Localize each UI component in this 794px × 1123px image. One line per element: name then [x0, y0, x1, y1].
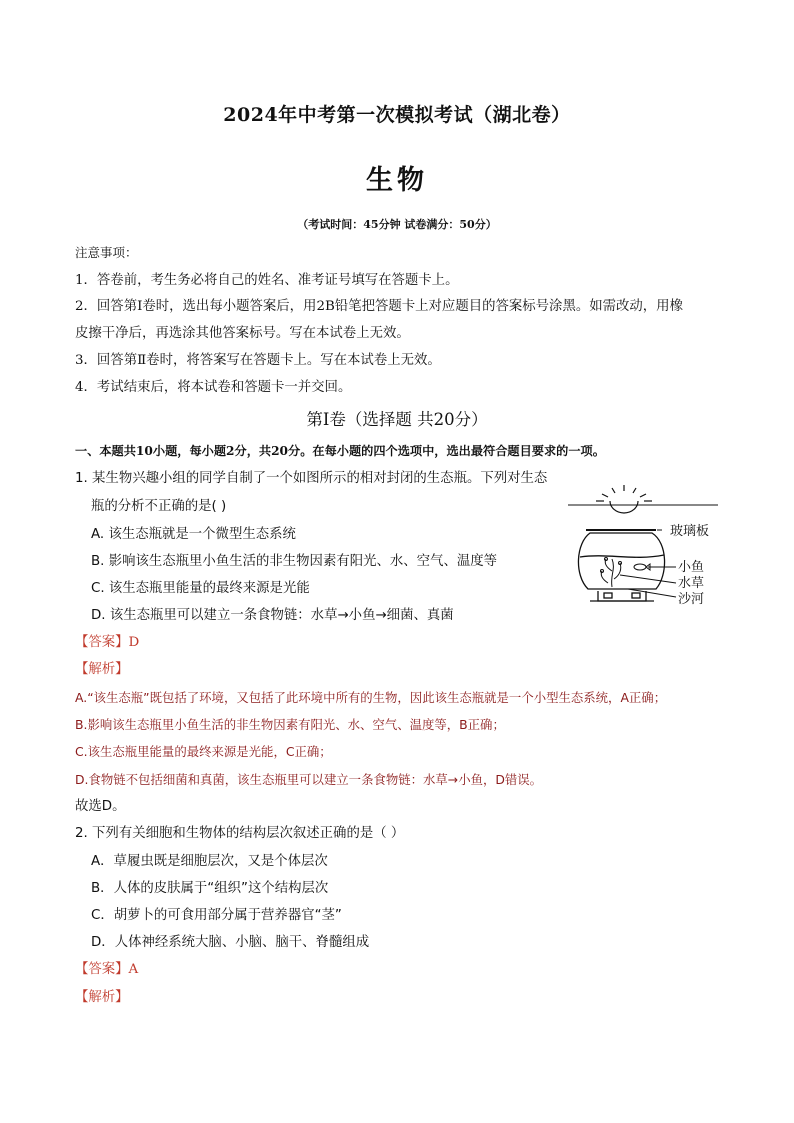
q1-analysis-d: D.食物链不包括细菌和真菌，该生态瓶里可以建立一条食物链：水草→小鱼，D错误。: [75, 772, 543, 787]
figure-label-sand: 沙河: [678, 592, 705, 607]
fish-icon: [634, 564, 650, 570]
exam-title: 2024年中考第一次模拟考试（湖北卷）: [223, 104, 571, 126]
q1-analysis-b: B.影响该生态瓶里小鱼生活的非生物因素有阳光、水、空气、温度等，B正确；: [75, 717, 505, 732]
q1-analysis-c: C.该生态瓶里能量的最终来源是光能，C正确；: [75, 744, 332, 759]
section-instruction: 一、本题共10小题，每小题2分，共20分。在每小题的四个选项中，选出最符合题目要求的一项。: [75, 444, 605, 458]
q1-option-d: D. 该生态瓶里可以建立一条食物链：水草→小鱼→细菌、真菌: [91, 608, 454, 623]
sun-icon: [596, 485, 652, 513]
eco-bottle-figure: [568, 483, 718, 613]
figure-label-fish: 小鱼: [678, 560, 705, 575]
note-item: 2．回答第Ⅰ卷时，选出每小题答案后，用2B铅笔把答题卡上对应题目的答案标号涂黑。如需改动，用橡: [75, 299, 683, 314]
note-item: 皮擦干净后，再选涂其他答案标号。写在本试卷上无效。: [75, 326, 410, 341]
q1-answer: 【答案】D: [75, 635, 140, 650]
q2-option-c: C．胡萝卜的可食用部分属于营养器官“茎”: [91, 908, 342, 923]
q1-stem-line2: 瓶的分析不正确的是( ): [91, 499, 227, 514]
figure-label-plant: 水草: [678, 576, 705, 591]
q1-option-c: C. 该生态瓶里能量的最终来源是光能: [91, 581, 310, 596]
exam-info: （考试时间：45分钟 试卷满分：50分）: [297, 218, 497, 231]
note-item: 1．答卷前，考生务必将自己的姓名、准考证号填写在答题卡上。: [75, 273, 459, 288]
q1-analysis-a: A.“该生态瓶”既包括了环境，又包括了此环境中所有的生物，因此该生态瓶就是一个小型生态系统，A正确；: [75, 690, 667, 705]
q2-option-b: B．人体的皮肤属于“组织”这个结构层次: [91, 881, 329, 896]
water-plant-icon: [601, 558, 622, 588]
subject-title: 生物: [366, 165, 428, 196]
figure-label-glass: 玻璃板: [670, 524, 710, 539]
q2-analysis-label: 【解析】: [75, 990, 129, 1005]
q2-stem: 2. 下列有关细胞和生物体的结构层次叙述正确的是（ ）: [75, 826, 405, 841]
q1-analysis-label: 【解析】: [75, 662, 129, 677]
q2-answer: 【答案】A: [75, 962, 139, 977]
note-item: 3．回答第Ⅱ卷时，将答案写在答题卡上。写在本试卷上无效。: [75, 353, 441, 368]
note-item: 4．考试结束后，将本试卷和答题卡一并交回。: [75, 380, 352, 395]
q2-option-d: D．人体神经系统大脑、小脑、脑干、脊髓组成: [91, 935, 370, 950]
q1-option-b: B. 影响该生态瓶里小鱼生活的非生物因素有阳光、水、空气、温度等: [91, 554, 498, 569]
section-title: 第Ⅰ卷（选择题 共20分）: [306, 410, 488, 429]
q1-option-a: A. 该生态瓶就是一个微型生态系统: [91, 527, 296, 542]
q1-conclusion: 故选D。: [75, 799, 126, 814]
notes-heading: 注意事项：: [75, 245, 138, 260]
q1-stem-line1: 1. 某生物兴趣小组的同学自制了一个如图所示的相对封闭的生态瓶。下列对生态: [75, 471, 548, 486]
q2-option-a: A．草履虫既是细胞层次，又是个体层次: [91, 854, 328, 869]
